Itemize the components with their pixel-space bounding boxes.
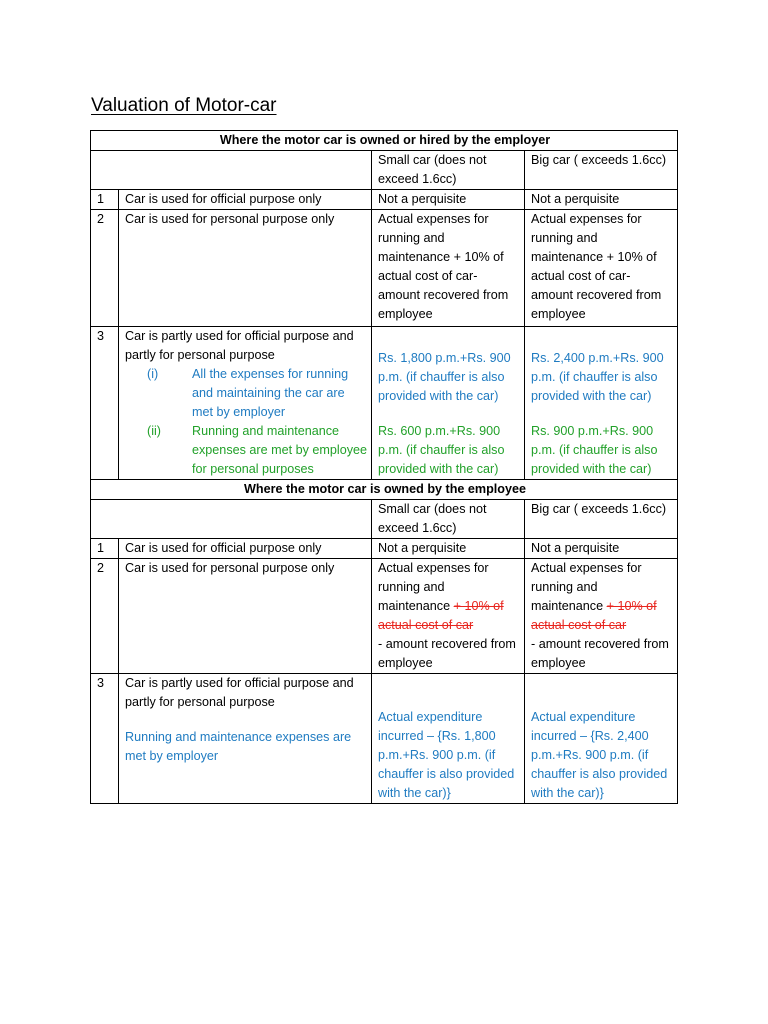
row-description: Car is partly used for official purpose and partly for personal purpose (125, 329, 354, 362)
table-row (91, 539, 678, 559)
small-car-value: Rs. 600 p.m.+Rs. 900 p.m. (if chauffer is also provided with the car) (378, 424, 505, 476)
col-small-header: Small car (does not exceed 1.6cc) (372, 500, 525, 539)
big-car-value: Rs. 900 p.m.+Rs. 900 p.m. (if chauffer is also provided with the car) (531, 424, 658, 476)
big-car-value: Actual expenditure incurred – {Rs. 2,400 p.m.+Rs. 900 p.m. (if chauffer is also provided with the car)} (531, 710, 668, 800)
small-car-value: Rs. 1,800 p.m.+Rs. 900 p.m. (if chauffer is also provided with the car) (378, 351, 511, 403)
small-car-value: Not a perquisite (372, 539, 525, 559)
table-row (91, 327, 678, 480)
small-car-value: Actual expenditure incurred – {Rs. 1,800 p.m.+Rs. 900 p.m. (if chauffer is also provided with the car)} (378, 710, 515, 800)
sub-item (125, 422, 367, 479)
table-row (91, 190, 678, 210)
row-number: 3 (91, 674, 119, 804)
small-car-value: Actual expenses for running and maintenance + 10% of actual cost of car- amount recovered from employee (372, 210, 525, 327)
col-big-header: Big car ( exceeds 1.6cc) (525, 500, 678, 539)
sub-item (125, 365, 367, 422)
col-small-header: Small car (does not exceed 1.6cc) (372, 151, 525, 190)
small-car-value: Not a perquisite (372, 190, 525, 210)
row-number: 2 (91, 559, 119, 674)
big-car-value: Actual expenses for running and maintenance (531, 561, 642, 613)
row-number: 3 (91, 327, 119, 480)
page-title: Valuation of Motor-car (91, 95, 277, 116)
row-description: Car is used for official purpose only (119, 539, 372, 559)
section-heading (91, 480, 678, 500)
sub-item-text: All the expenses for running and maintaining the car are met by employer (192, 367, 349, 419)
valuation-table (90, 130, 678, 804)
big-car-value: Not a perquisite (525, 539, 678, 559)
table-row (91, 500, 678, 539)
table-row (91, 210, 678, 327)
section-heading (91, 131, 678, 151)
small-car-value-tail: - amount recovered from employee (378, 637, 516, 670)
sub-item-number: (ii) (147, 424, 161, 438)
col-big-header: Big car ( exceeds 1.6cc) (525, 151, 678, 190)
section1-heading: Where the motor car is owned or hired by the employer (91, 131, 678, 151)
row-note: Running and maintenance expenses are met by employer (125, 730, 352, 763)
big-car-value: Actual expenses for running and maintenance + 10% of actual cost of car- amount recovered from employee (525, 210, 678, 327)
small-car-value: Actual expenses for running and maintenance (378, 561, 489, 613)
table-row (91, 151, 678, 190)
table-row (91, 674, 678, 804)
struck-text: + 10% of actual cost of car (531, 599, 657, 632)
struck-text: + 10% of actual cost of car (378, 599, 504, 632)
big-car-value-tail: - amount recovered from employee (531, 637, 669, 670)
row-number: 1 (91, 190, 119, 210)
table-row (91, 559, 678, 674)
row-description: Car is partly used for official purpose and partly for personal purpose (125, 676, 354, 709)
row-description: Car is used for official purpose only (119, 190, 372, 210)
big-car-value: Rs. 2,400 p.m.+Rs. 900 p.m. (if chauffer is also provided with the car) (531, 351, 664, 403)
row-number: 2 (91, 210, 119, 327)
section2-heading: Where the motor car is owned by the employee (91, 480, 678, 500)
sub-item-number: (i) (147, 367, 159, 381)
sub-item-text: Running and maintenance expenses are met by employee for personal purposes (192, 424, 368, 476)
big-car-value: Not a perquisite (525, 190, 678, 210)
row-number: 1 (91, 539, 119, 559)
row-description: Car is used for personal purpose only (119, 210, 372, 327)
row-description: Car is used for personal purpose only (119, 559, 372, 674)
